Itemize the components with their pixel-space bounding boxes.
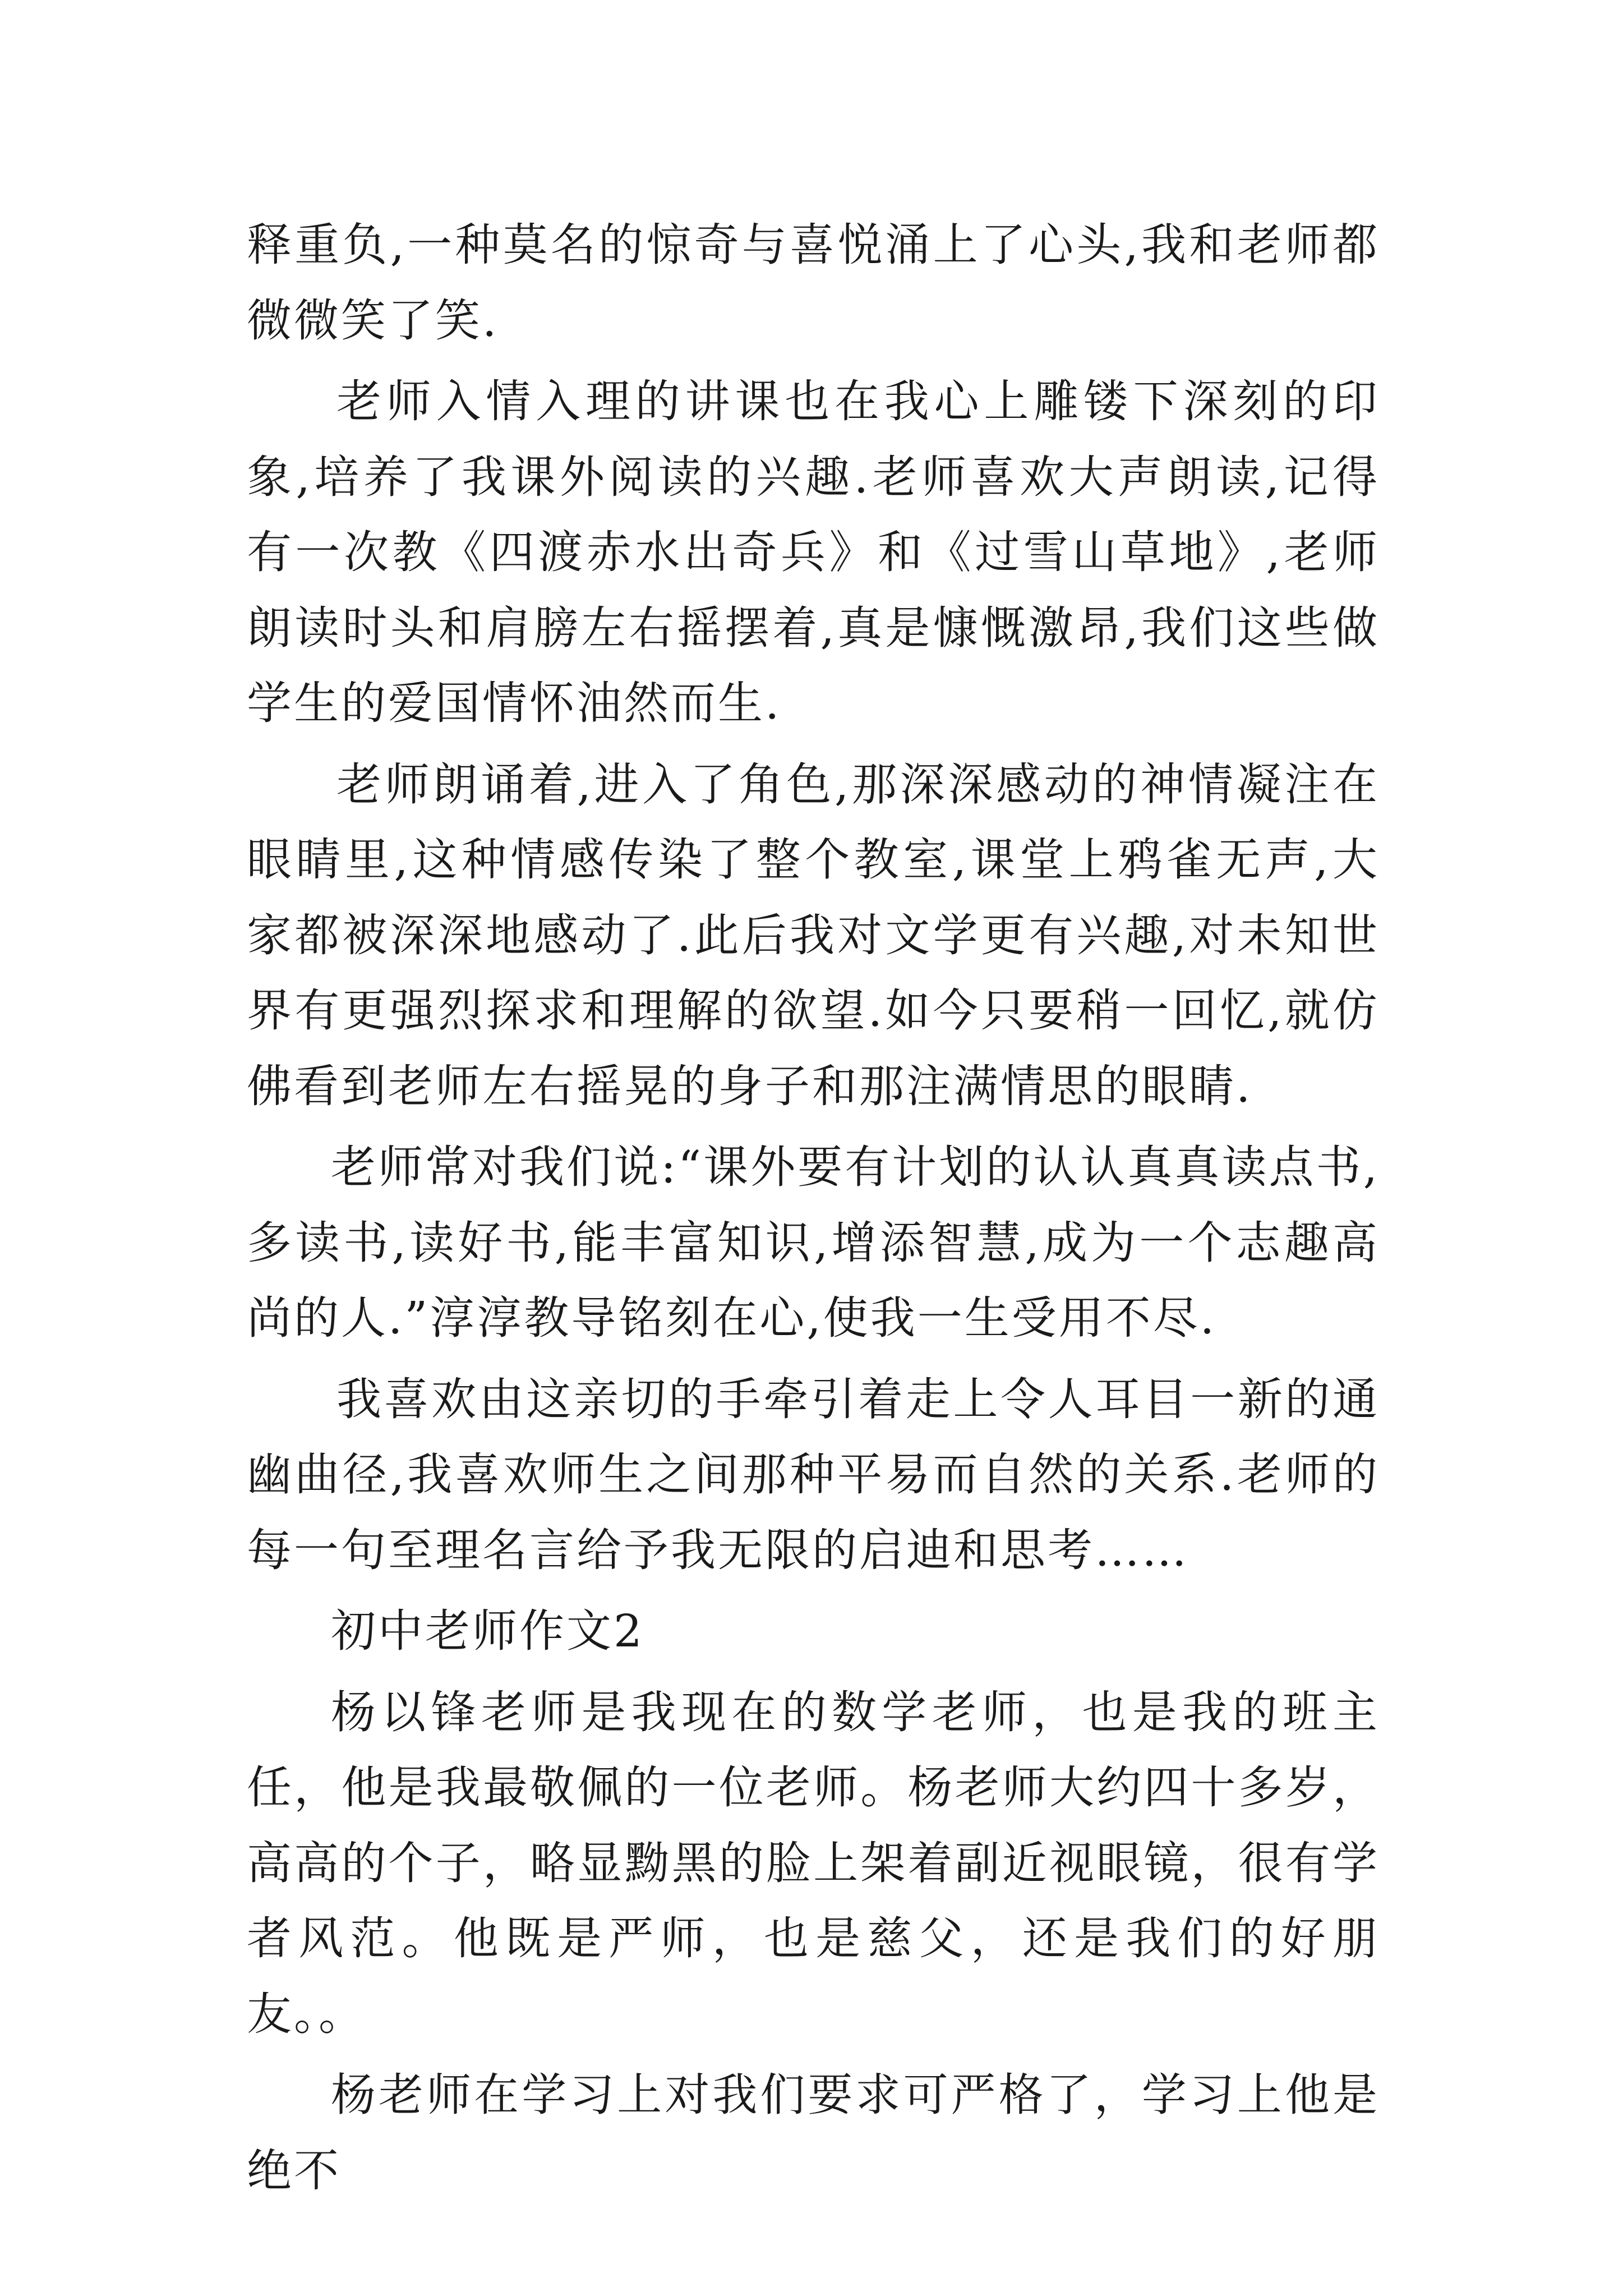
paragraph-teacher-quote: 老师常对我们说:“课外要有计划的认认真真读点书,多读书,读好书,能丰富知识,增添智慧,成为一个志趣高尚的人.”淳淳教导铭刻在心,使我一生受用不尽. — [247, 1141, 1380, 1344]
paragraph-strict-teacher: 杨老师在学习上对我们要求可严格了，学习上他是绝不 — [247, 2069, 1380, 2197]
paragraph-continuation: 释重负,一种莫名的惊奇与喜悦涌上了心头,我和老师都微微笑了笑. — [247, 219, 1380, 347]
paragraph-teacher-intro: 杨以锋老师是我现在的数学老师，也是我的班主任，他是我最敬佩的一位老师。杨老师大约四十多岁，高高的个子，略显黝黑的脸上架着副近视眼镜，很有学者风范。他既是严师，也是慈父，还是我们的好朋友。。 — [247, 1686, 1380, 2040]
document-body — [247, 208, 1380, 2208]
paragraph-closing: 我喜欢由这亲切的手牵引着走上令人耳目一新的通幽曲径,我喜欢师生之间那种平易而自然的关系.老师的每一句至理名言给予我无限的启迪和思考…… — [247, 1373, 1380, 1576]
essay-title: 初中老师作文2 — [331, 1605, 644, 1657]
paragraph-recitation: 老师朗诵着,进入了角色,那深深感动的神情凝注在眼睛里,这种情感传染了整个教室,课堂上鸦雀无声,大家都被深深地感动了.此后我对文学更有兴趣,对未知世界有更强烈探求和理解的欲望.如今只要稍一回忆,就仿佛看到老师左右摇晃的身子和那注满情思的眼睛. — [247, 758, 1380, 1112]
paragraph-reading-interest: 老师入情入理的讲课也在我心上雕镂下深刻的印象,培养了我课外阅读的兴趣.老师喜欢大声朗读,记得有一次教《四渡赤水出奇兵》和《过雪山草地》,老师朗读时头和肩膀左右摇摆着,真是慷慨激昂,我们这些做学生的爱国情怀油然而生. — [247, 375, 1380, 729]
